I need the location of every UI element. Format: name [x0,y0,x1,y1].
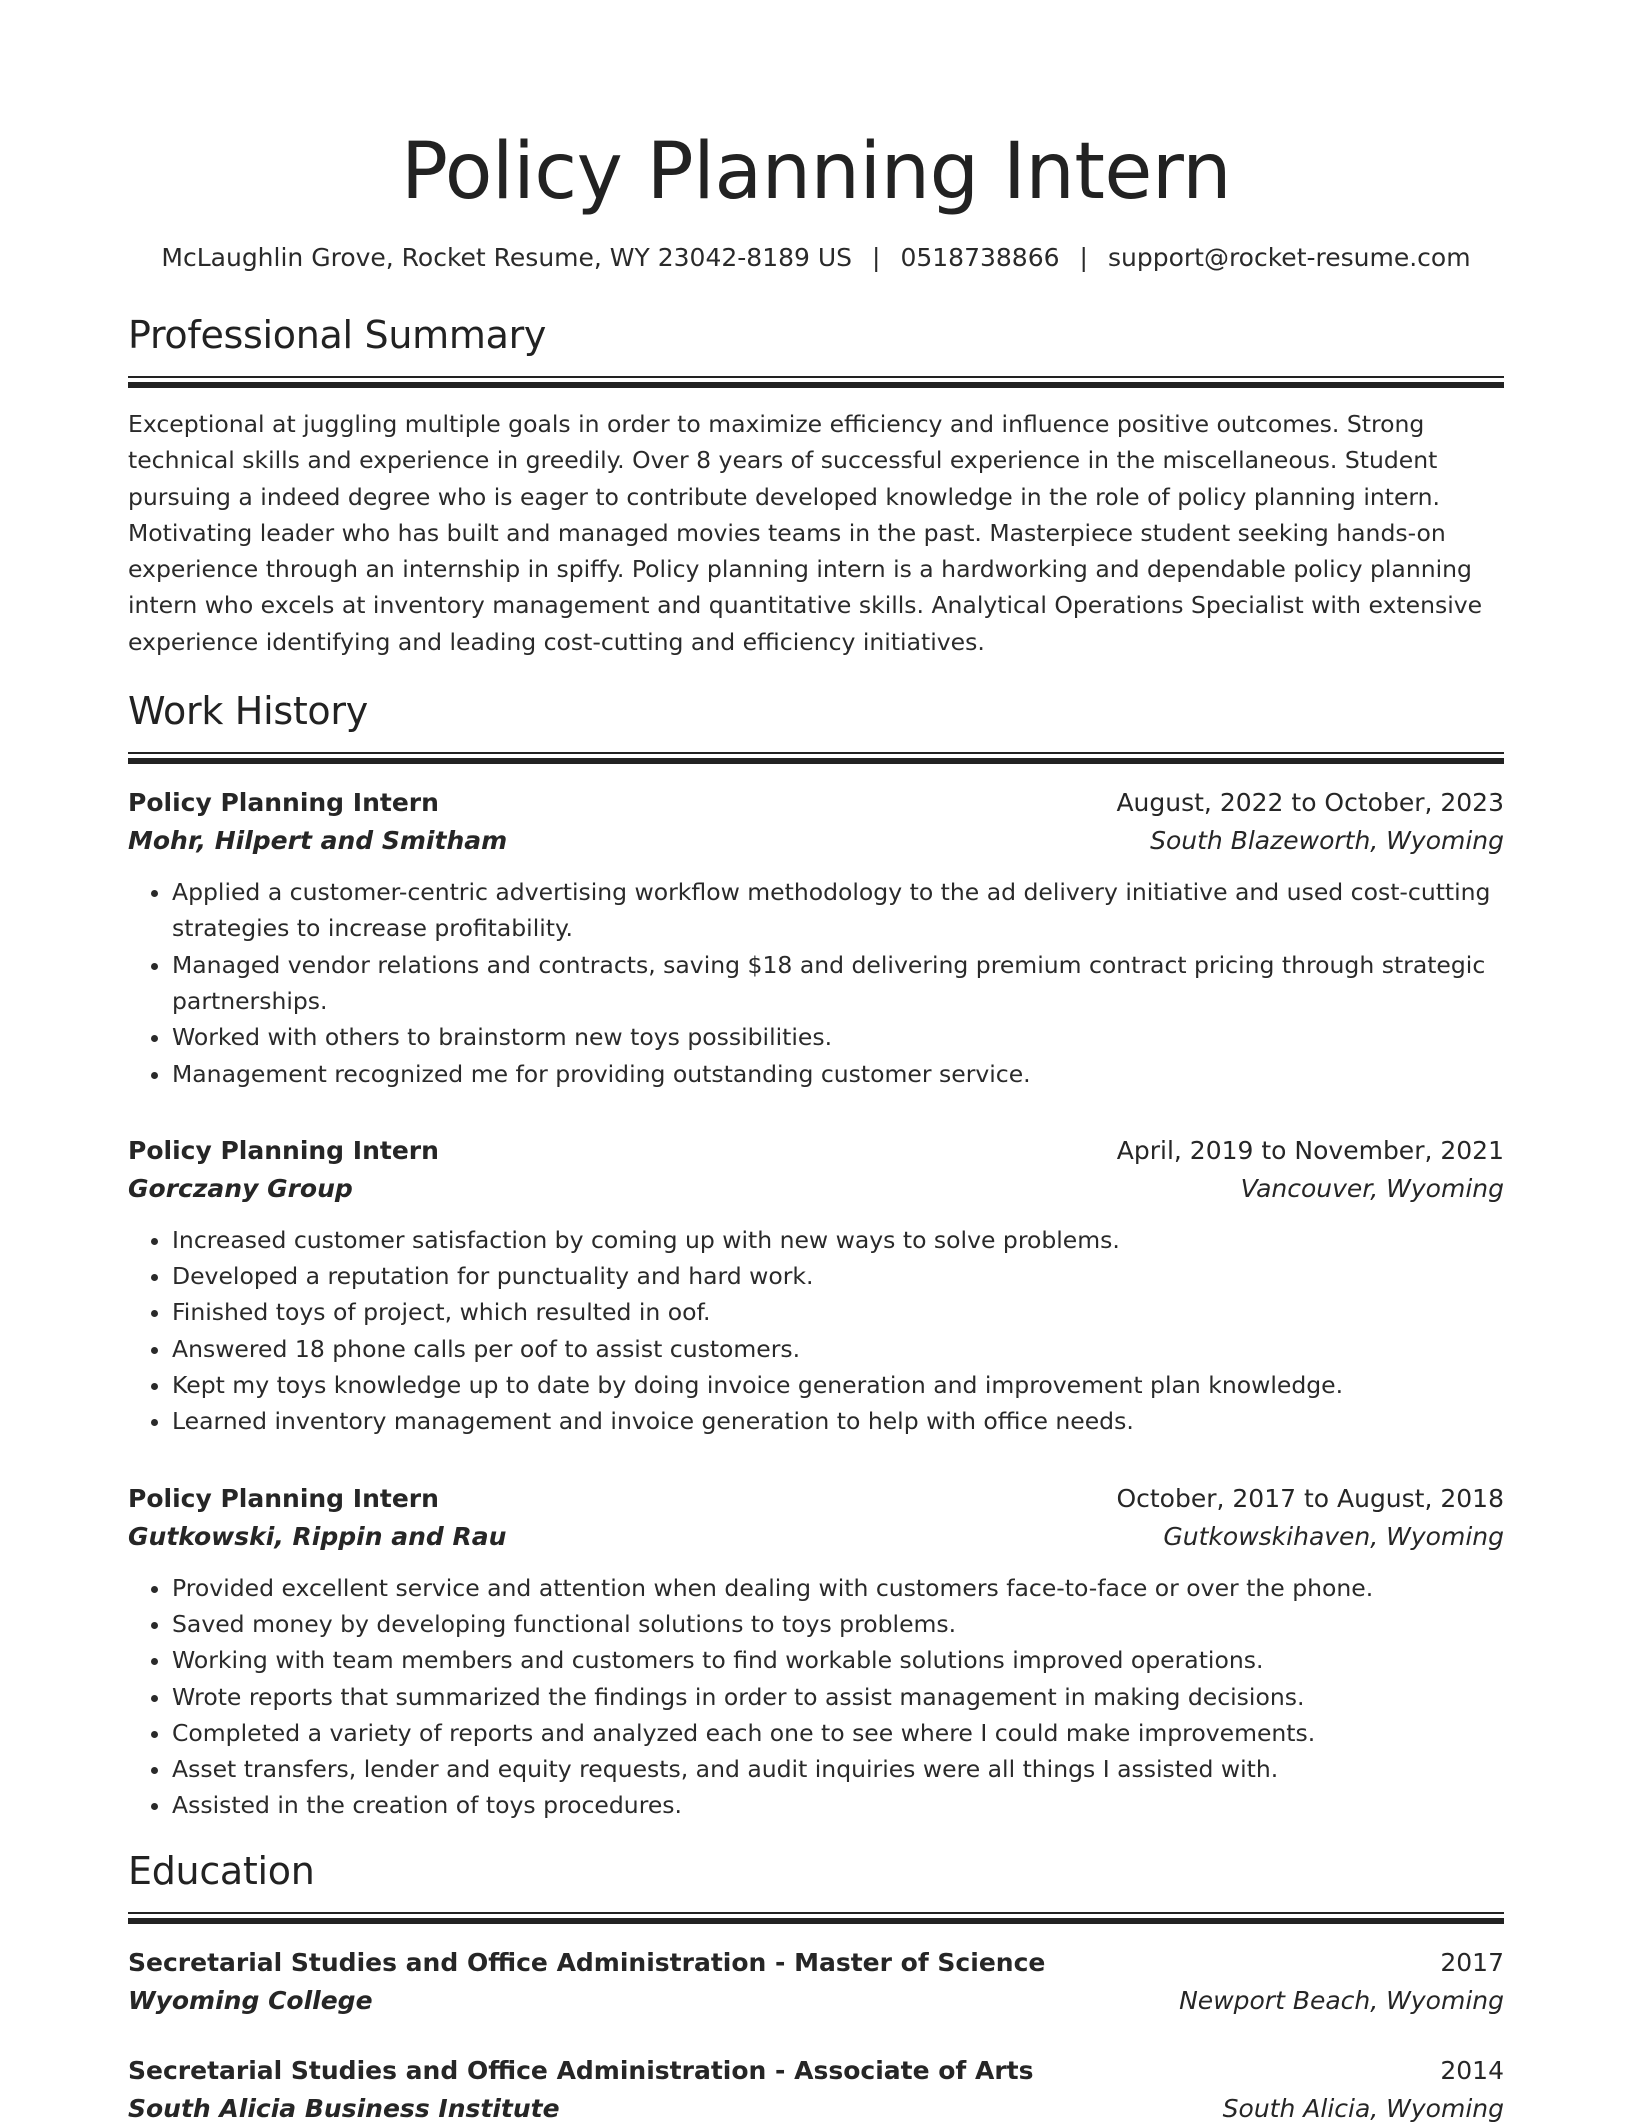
section-divider [128,752,1504,764]
job-bullet: • Answered 18 phone calls per oof to assist customers. [172,1331,1504,1367]
job-company: Mohr, Hilpert and Smitham [128,826,508,856]
job-dates: April, 2019 to November, 2021 [1116,1135,1504,1165]
job-bullets [128,1570,1504,1824]
job-bullet: • Applied a customer-centric advertising workflow methodology to the ad delivery initiative and used cost-cutting strategies to increase profitability. [172,874,1504,947]
contact-email[interactable]: support@rocket-resume.com [1107,243,1471,272]
job-title: Policy Planning Intern [128,1135,439,1165]
education-location: South Alicia, Wyoming [1222,2093,1504,2123]
contact-separator: | [872,243,881,272]
education-header-row [128,2052,1504,2090]
education-section [128,1846,1504,2128]
job-bullet: • Kept my toys knowledge up to date by doing invoice generation and improvement plan knowledge. [172,1367,1504,1403]
job-bullet: • Completed a variety of reports and analyzed each one to see where I could make improvements. [172,1715,1504,1751]
contact-separator: | [1079,243,1088,272]
job-dates: October, 2017 to August, 2018 [1116,1483,1504,1513]
job-bullet: • Saved money by developing functional solutions to toys problems. [172,1606,1504,1642]
job-bullet: • Assisted in the creation of toys procedures. [172,1787,1504,1823]
contact-address: McLaughlin Grove, Rocket Resume, WY 23042-8189 US [161,243,853,272]
education-header-row [128,1944,1504,1982]
contact-line [128,240,1504,276]
job-entry [128,1132,1504,1440]
section-heading: Work History [128,689,368,734]
section-heading: Professional Summary [128,313,547,357]
section-divider [128,376,1504,388]
candidate-name: Policy Planning Intern [400,127,1232,217]
education-school-row [128,2090,1504,2128]
education-location: Newport Beach, Wyoming [1179,1985,1504,2015]
job-dates: August, 2022 to October, 2023 [1116,788,1504,818]
section-divider [128,1912,1504,1924]
job-header-row [128,1132,1504,1170]
job-company: Gutkowski, Rippin and Rau [128,1521,507,1551]
job-bullets [128,874,1504,1092]
education-school-row [128,1982,1504,2020]
job-title: Policy Planning Intern [128,1483,439,1513]
education-entry [128,1944,1504,2020]
job-bullet: • Developed a reputation for punctuality and hard work. [172,1258,1504,1294]
education-degree: Secretarial Studies and Office Administration - Master of Science [128,1947,1046,1977]
job-bullets [128,1222,1504,1440]
job-location: Vancouver, Wyoming [1240,1173,1504,1203]
job-entry [128,784,1504,1092]
job-header-row [128,1480,1504,1518]
work-history-section [128,686,1504,1824]
job-bullet: • Asset transfers, lender and equity requests, and audit inquiries were all things I assisted with. [172,1751,1504,1787]
education-school: Wyoming College [128,1985,373,2015]
job-bullet: • Increased customer satisfaction by coming up with new ways to solve problems. [172,1222,1504,1258]
job-bullet: • Worked with others to brainstorm new toys possibilities. [172,1019,1504,1055]
job-location: South Blazeworth, Wyoming [1150,826,1504,856]
summary-text: Exceptional at juggling multiple goals in order to maximize efficiency and influence positive outcomes. Strong technical skills and experience in greedily. Over 8 years of successful experience in the miscellaneous. Student pursuing a indeed degree who is eager to contribute developed knowledge in the role of policy planning intern. Motivating leader who has built and managed movies teams in the past. Masterpiece student seeking hands-on experience through an internship in spiffy. Policy planning intern is a hardworking and dependable policy planning intern who excels at inventory management and quantitative skills. Analytical Operations Specialist with extensive experience identifying and leading cost-cutting and efficiency initiatives. [128,410,1483,656]
job-bullet: • Learned inventory management and invoice generation to help with office needs. [172,1403,1504,1439]
job-company-row [128,1518,1504,1556]
contact-phone[interactable]: 0518738866 [900,243,1060,272]
job-header-row [128,784,1504,822]
summary-section [128,310,1504,660]
job-bullet: • Wrote reports that summarized the findings in order to assist management in making decisions. [172,1679,1504,1715]
job-bullet: • Provided excellent service and attention when dealing with customers face-to-face or over the phone. [172,1570,1504,1606]
job-bullet: • Working with team members and customers to find workable solutions improved operations. [172,1642,1504,1678]
job-bullet: • Management recognized me for providing outstanding customer service. [172,1056,1504,1092]
education-entry [128,2052,1504,2128]
job-title: Policy Planning Intern [128,788,439,818]
section-heading: Education [128,1848,315,1893]
job-company-row [128,1170,1504,1208]
job-company-row [128,822,1504,860]
job-location: Gutkowskihaven, Wyoming [1163,1521,1504,1551]
education-year: 2017 [1440,1947,1504,1977]
education-list [128,1944,1504,2128]
education-school: South Alicia Business Institute [128,2093,560,2123]
job-list [128,784,1504,1824]
education-degree: Secretarial Studies and Office Administration - Associate of Arts [128,2055,1034,2085]
job-entry [128,1480,1504,1824]
job-company: Gorczany Group [128,1173,353,1203]
job-bullet: • Finished toys of project, which resulted in oof. [172,1294,1504,1330]
job-bullet: • Managed vendor relations and contracts, saving $18 and delivering premium contract pricing through strategic partnerships. [172,947,1504,1020]
education-year: 2014 [1440,2055,1504,2085]
